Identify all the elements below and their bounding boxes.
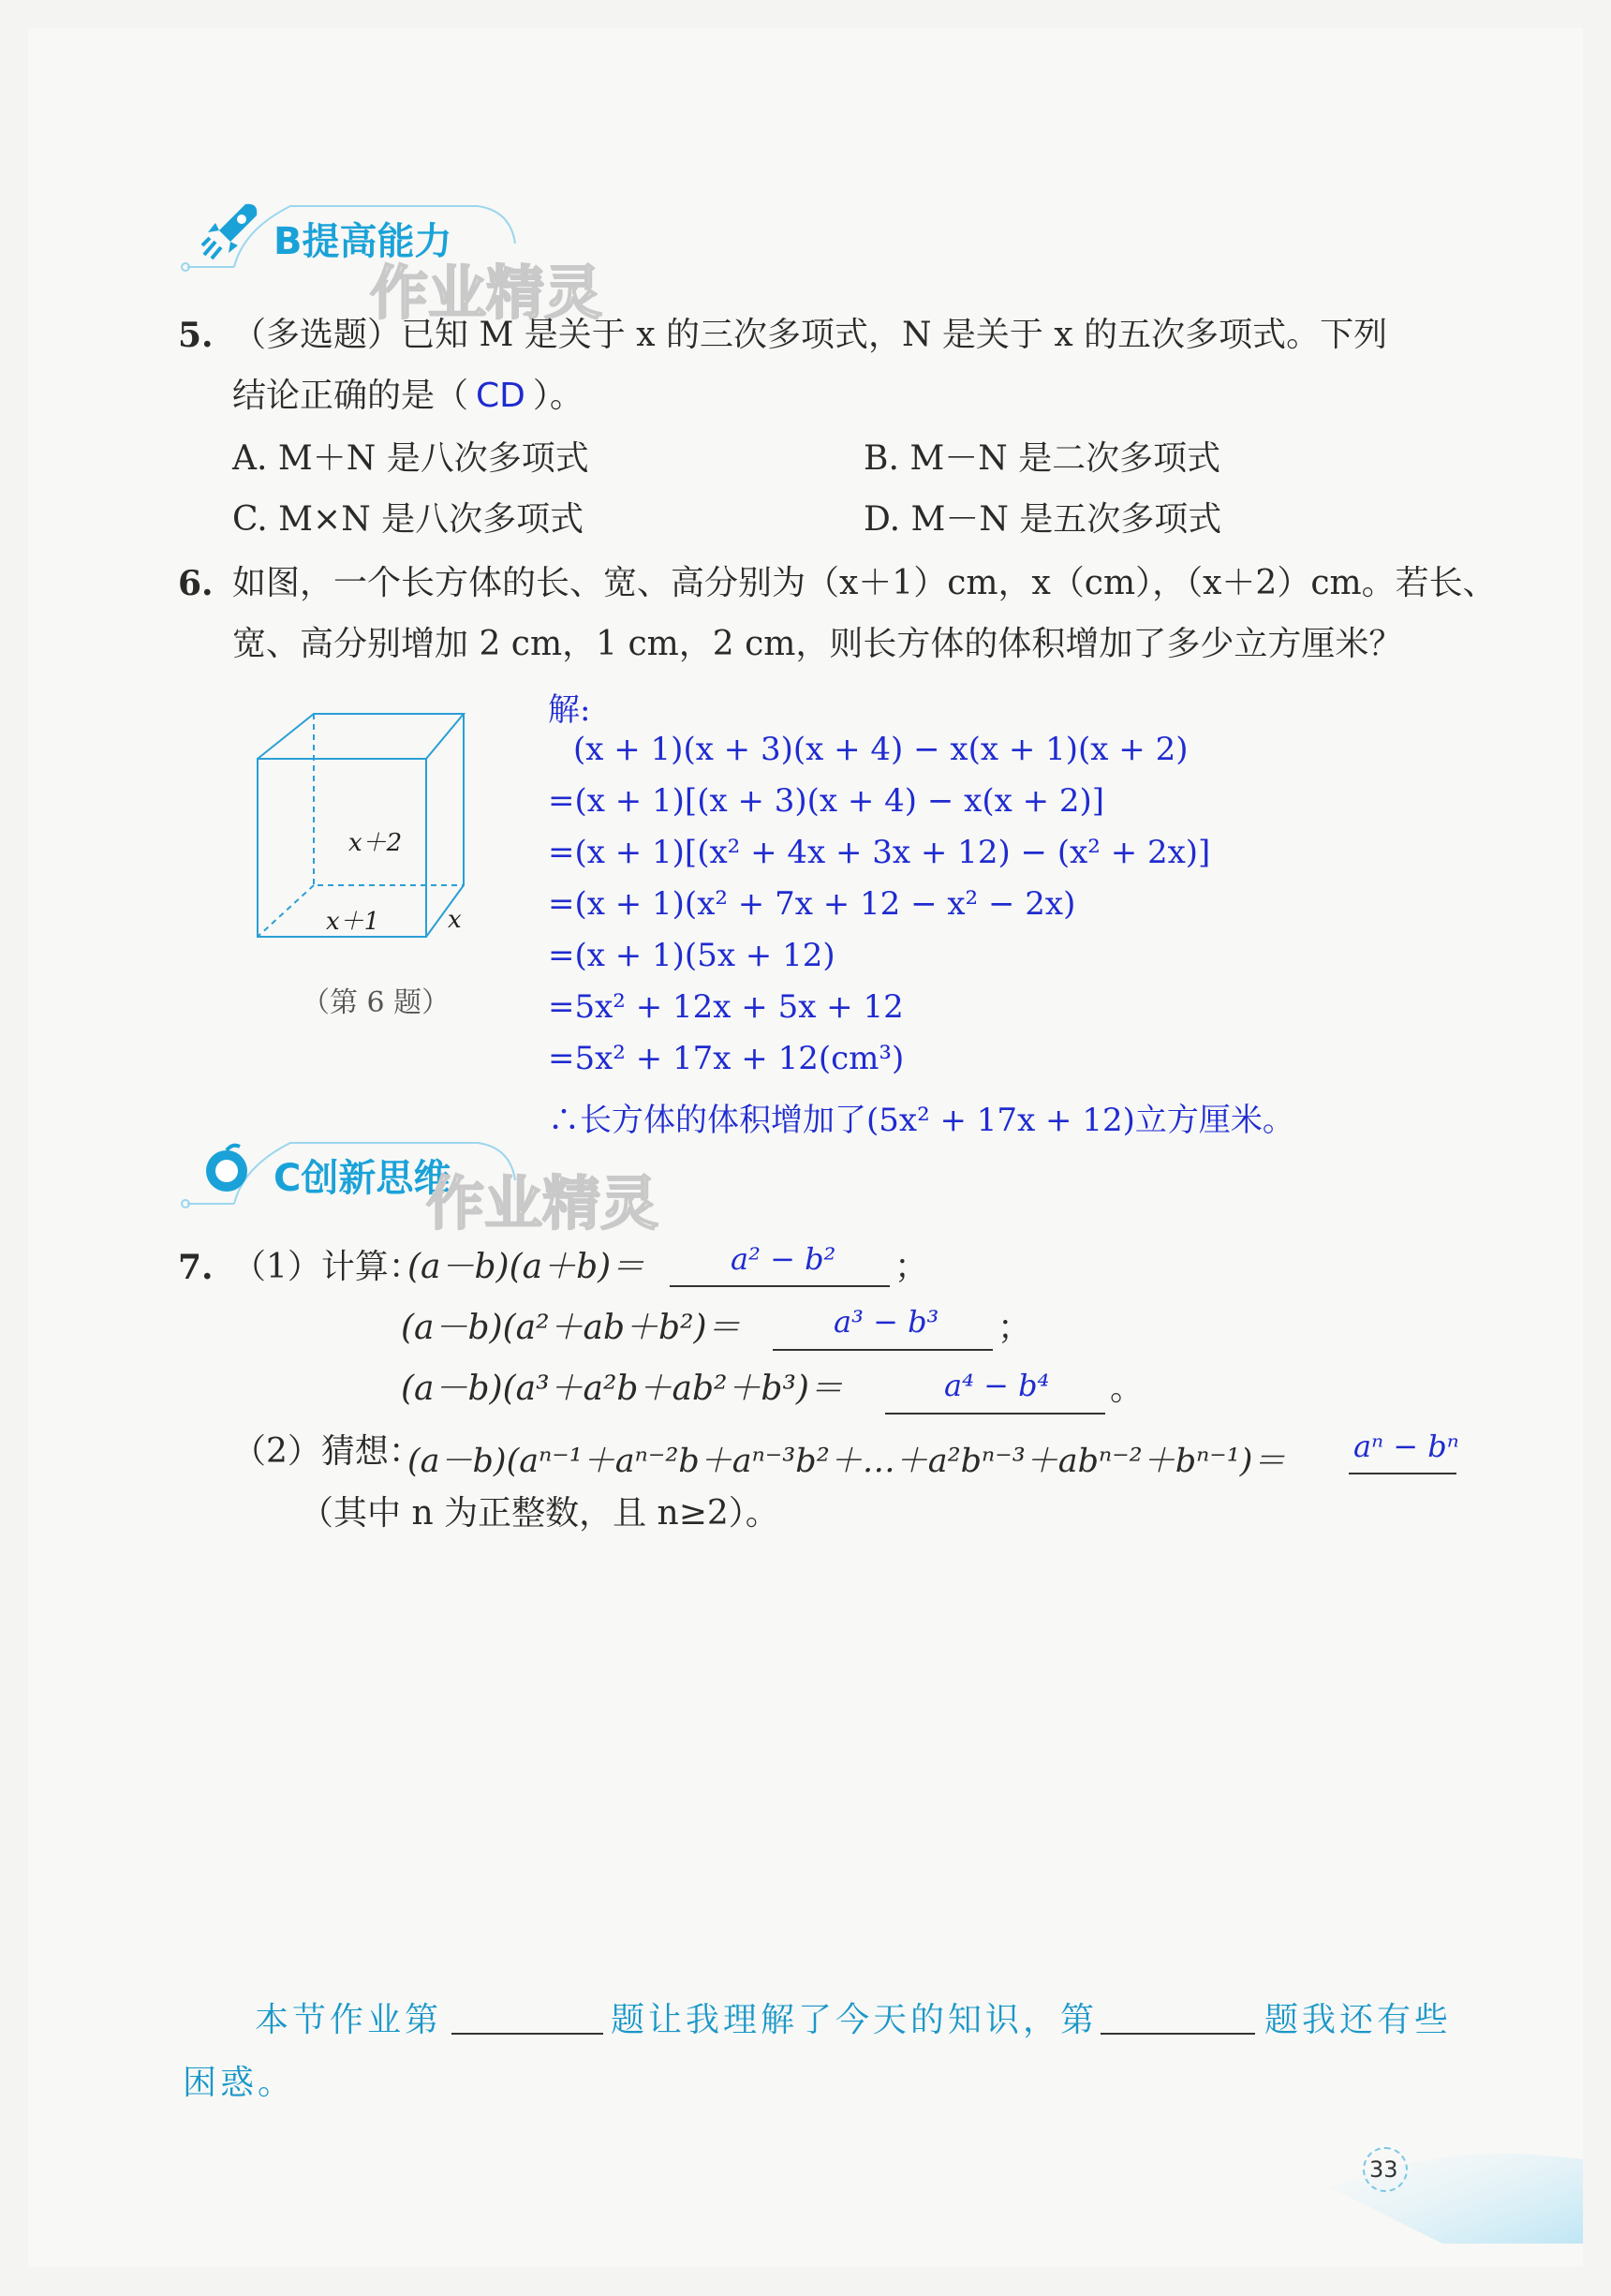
reflection-blank-1[interactable]	[451, 2033, 603, 2035]
option-b	[864, 439, 1221, 478]
section-b-title: B提高能力	[273, 220, 452, 263]
question-number: 5.	[178, 316, 214, 355]
option-label: A.	[232, 439, 268, 478]
solution-line: =(x + 1)(x² + 7x + 12 − x² − 2x)	[548, 885, 1076, 923]
part-2-note: （其中 n 为正整数，且 n≥2）。	[300, 1494, 779, 1533]
punctuation: ；	[894, 1248, 929, 1286]
option-label: D.	[864, 500, 901, 539]
option-text: M×N 是八次多项式	[278, 500, 584, 539]
section-c-title: C创新思维	[273, 1157, 451, 1200]
question-number: 6.	[178, 564, 214, 603]
width-label: x	[448, 906, 462, 934]
question-number: 7.	[178, 1248, 214, 1287]
option-text: M－N 是二次多项式	[909, 439, 1221, 478]
watermark: 作业精灵	[370, 259, 603, 327]
solution-line: (x + 1)(x + 3)(x + 4) − x(x + 1)(x + 2)	[573, 731, 1189, 768]
page-corner-decoration	[1330, 2131, 1583, 2244]
answer-text: CD	[476, 377, 525, 415]
answer-text: a³ − b³	[834, 1304, 939, 1340]
figure-caption: （第 6 题）	[302, 986, 451, 1019]
answer-blank	[773, 1349, 993, 1351]
solution-line: =5x² + 17x + 12(cm³)	[548, 1040, 905, 1077]
solution-line: =(x + 1)[(x² + 4x + 3x + 12) − (x² + 2x)]	[548, 834, 1211, 871]
option-d	[864, 500, 1222, 539]
question-text-suffix: ）。	[532, 377, 584, 415]
option-c	[232, 500, 584, 539]
page-number: 33	[1369, 2156, 1398, 2183]
part-2-label: （2）猜想：	[232, 1432, 422, 1471]
length-label: x＋1	[326, 908, 380, 936]
punctuation: ；	[998, 1309, 1032, 1347]
reflection-text-3: 题我还有些	[1264, 2001, 1453, 2039]
expression-4: (a－b)(aⁿ⁻¹＋aⁿ⁻²b＋aⁿ⁻³b²＋…＋a²bⁿ⁻³＋abⁿ⁻²＋bⁿ⁻¹)＝	[407, 1443, 1286, 1480]
height-label: x＋2	[348, 829, 403, 857]
option-label: C.	[232, 500, 268, 539]
answer-blank	[1349, 1473, 1456, 1474]
question-text-prefix: 结论正确的是（	[232, 377, 469, 415]
reflection-blank-2[interactable]	[1101, 2033, 1255, 2035]
solution-line: 解:	[548, 691, 591, 729]
part-1-label: （1）计算：	[232, 1248, 422, 1286]
cuboid-figure	[244, 703, 487, 946]
solution-line: =5x² + 12x + 5x + 12	[548, 988, 904, 1026]
reflection-text-1: 本节作业第	[255, 2001, 443, 2039]
watermark: 作业精灵	[426, 1169, 659, 1237]
answer-blank	[670, 1285, 890, 1287]
solution-line: =(x + 1)[(x + 3)(x + 4) − x(x + 2)]	[548, 782, 1105, 820]
answer-text: a⁴ − b⁴	[944, 1368, 1050, 1403]
reflection-text-4: 困惑。	[183, 2064, 296, 2102]
punctuation: 。	[1110, 1370, 1145, 1408]
solution-conclusion: ∴长方体的体积增加了(5x² + 17x + 12)立方厘米。	[548, 1102, 1294, 1139]
reflection-text-2: 题让我理解了今天的知识，第	[611, 2001, 1099, 2039]
question-text-line2: 宽、高分别增加 2 cm，1 cm，2 cm，则长方体的体积增加了多少立方厘米？	[232, 625, 1403, 663]
solution-line: =(x + 1)(5x + 12)	[548, 937, 835, 974]
question-text: （多选题）已知 M 是关于 x 的三次多项式，N 是关于 x 的五次多项式。下列	[232, 316, 1388, 354]
expression-3: (a－b)(a³＋a²b＋ab²＋b³)＝	[401, 1370, 843, 1408]
question-text: 如图，一个长方体的长、宽、高分别为（x＋1）cm，x（cm），（x＋2）cm。若长、	[232, 564, 1497, 602]
option-a	[232, 439, 589, 478]
rocket-icon	[199, 197, 264, 262]
expression-1: (a－b)(a＋b)＝	[407, 1248, 645, 1286]
question-text-line2	[232, 379, 584, 413]
option-text: M－N 是五次多项式	[910, 500, 1222, 539]
option-text: M＋N 是八次多项式	[277, 439, 589, 478]
expression-2: (a－b)(a²＋ab＋b²)＝	[401, 1309, 741, 1347]
answer-blank	[885, 1413, 1105, 1415]
lightbulb-icon	[199, 1141, 255, 1197]
option-label: B.	[864, 439, 899, 478]
answer-text: aⁿ − bⁿ	[1353, 1429, 1459, 1464]
answer-text: a² − b²	[731, 1241, 836, 1277]
